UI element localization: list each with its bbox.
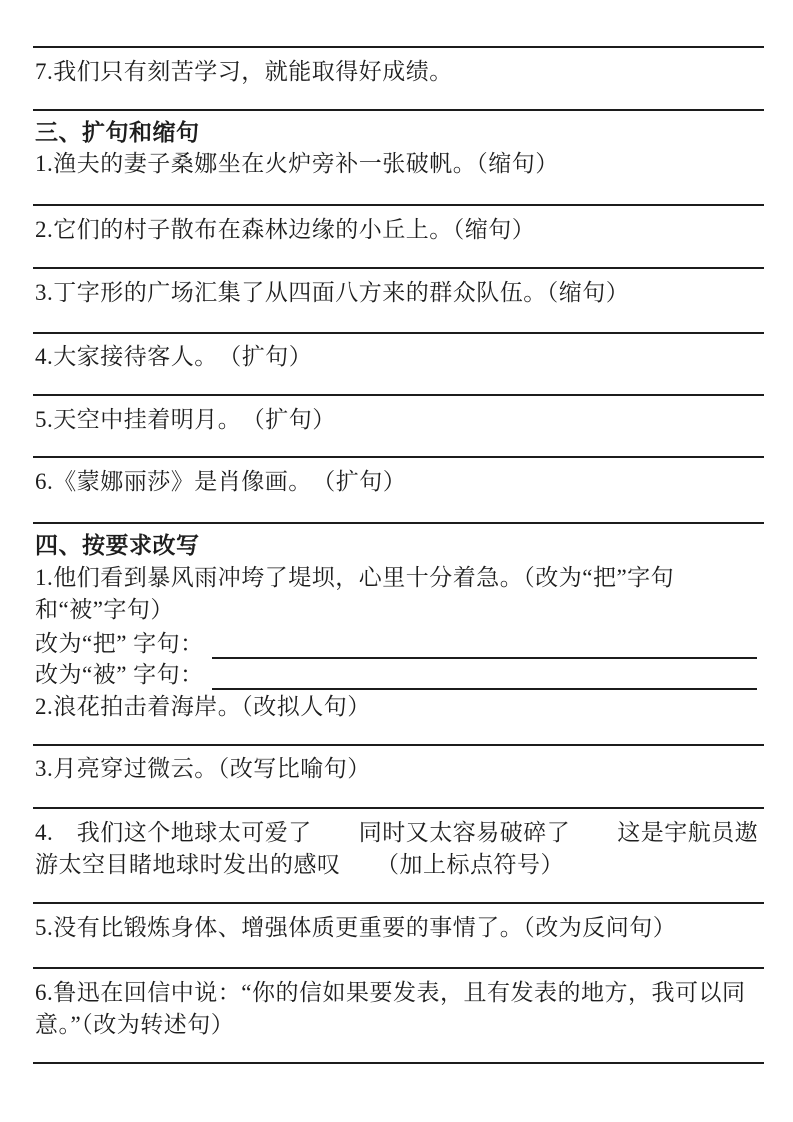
ba-sentence-label: 改为“把” 字句： bbox=[35, 631, 204, 656]
section4-question-1: 1.他们看到暴风雨冲垮了堤坝，心里十分着急。（改为“把”字句和“被”字句） bbox=[35, 565, 675, 622]
section4-question-6: 6.鲁迅在回信中说：“你的信如果要发表，且有发表的地方，我可以同意。”（改为转述句） bbox=[35, 980, 746, 1037]
section-4-title: 四、按要求改写 bbox=[35, 533, 200, 558]
section3-question-6: 6.《蒙娜丽莎》是肖像画。 （扩句） bbox=[35, 469, 407, 494]
ba-sentence-fill-line bbox=[35, 629, 757, 659]
answer-rule-divider bbox=[33, 902, 764, 904]
answer-rule-divider bbox=[33, 522, 764, 524]
answer-rule-divider bbox=[33, 744, 764, 746]
section3-question-4: 4.大家接待客人。 （扩句） bbox=[35, 344, 313, 369]
bei-sentence-fill-line bbox=[35, 660, 757, 690]
answer-rule-divider bbox=[33, 807, 764, 809]
section3-question-2: 2.它们的村子散布在森林边缘的小丘上。（缩句） bbox=[35, 217, 536, 242]
section3-question-5: 5.天空中挂着明月。 （扩句） bbox=[35, 407, 336, 432]
answer-rule-divider bbox=[33, 46, 764, 48]
section-3-title: 三、扩句和缩句 bbox=[35, 120, 200, 145]
section4-question-5: 5.没有比锻炼身体、增强体质更重要的事情了。（改为反问句） bbox=[35, 915, 677, 940]
answer-rule-divider bbox=[33, 1062, 764, 1064]
answer-rule-divider bbox=[33, 967, 764, 969]
answer-rule-divider bbox=[33, 204, 764, 206]
answer-rule-divider bbox=[33, 109, 764, 111]
bei-sentence-answer-blank[interactable] bbox=[212, 662, 757, 690]
answer-rule-divider bbox=[33, 456, 764, 458]
answer-rule-divider bbox=[33, 267, 764, 269]
question-intro-7: 7.我们只有刻苦学习，就能取得好成绩。 bbox=[35, 59, 453, 84]
section3-question-1: 1.渔夫的妻子桑娜坐在火炉旁补一张破帆。（缩句） bbox=[35, 151, 559, 176]
section4-question-4: 4. 我们这个地球太可爱了 同时又太容易破碎了 这是宇航员遨游太空目睹地球时发出的感叹 （加上标点符号） bbox=[35, 820, 759, 877]
answer-rule-divider bbox=[33, 332, 764, 334]
answer-rule-divider bbox=[33, 394, 764, 396]
section3-question-3: 3.丁字形的广场汇集了从四面八方来的群众队伍。（缩句） bbox=[35, 280, 630, 305]
bei-sentence-label: 改为“被” 字句： bbox=[35, 662, 204, 687]
ba-sentence-answer-blank[interactable] bbox=[212, 631, 757, 659]
section4-question-3: 3.月亮穿过微云。（改写比喻句） bbox=[35, 756, 371, 781]
section4-question-2: 2.浪花拍击着海岸。（改拟人句） bbox=[35, 694, 371, 719]
